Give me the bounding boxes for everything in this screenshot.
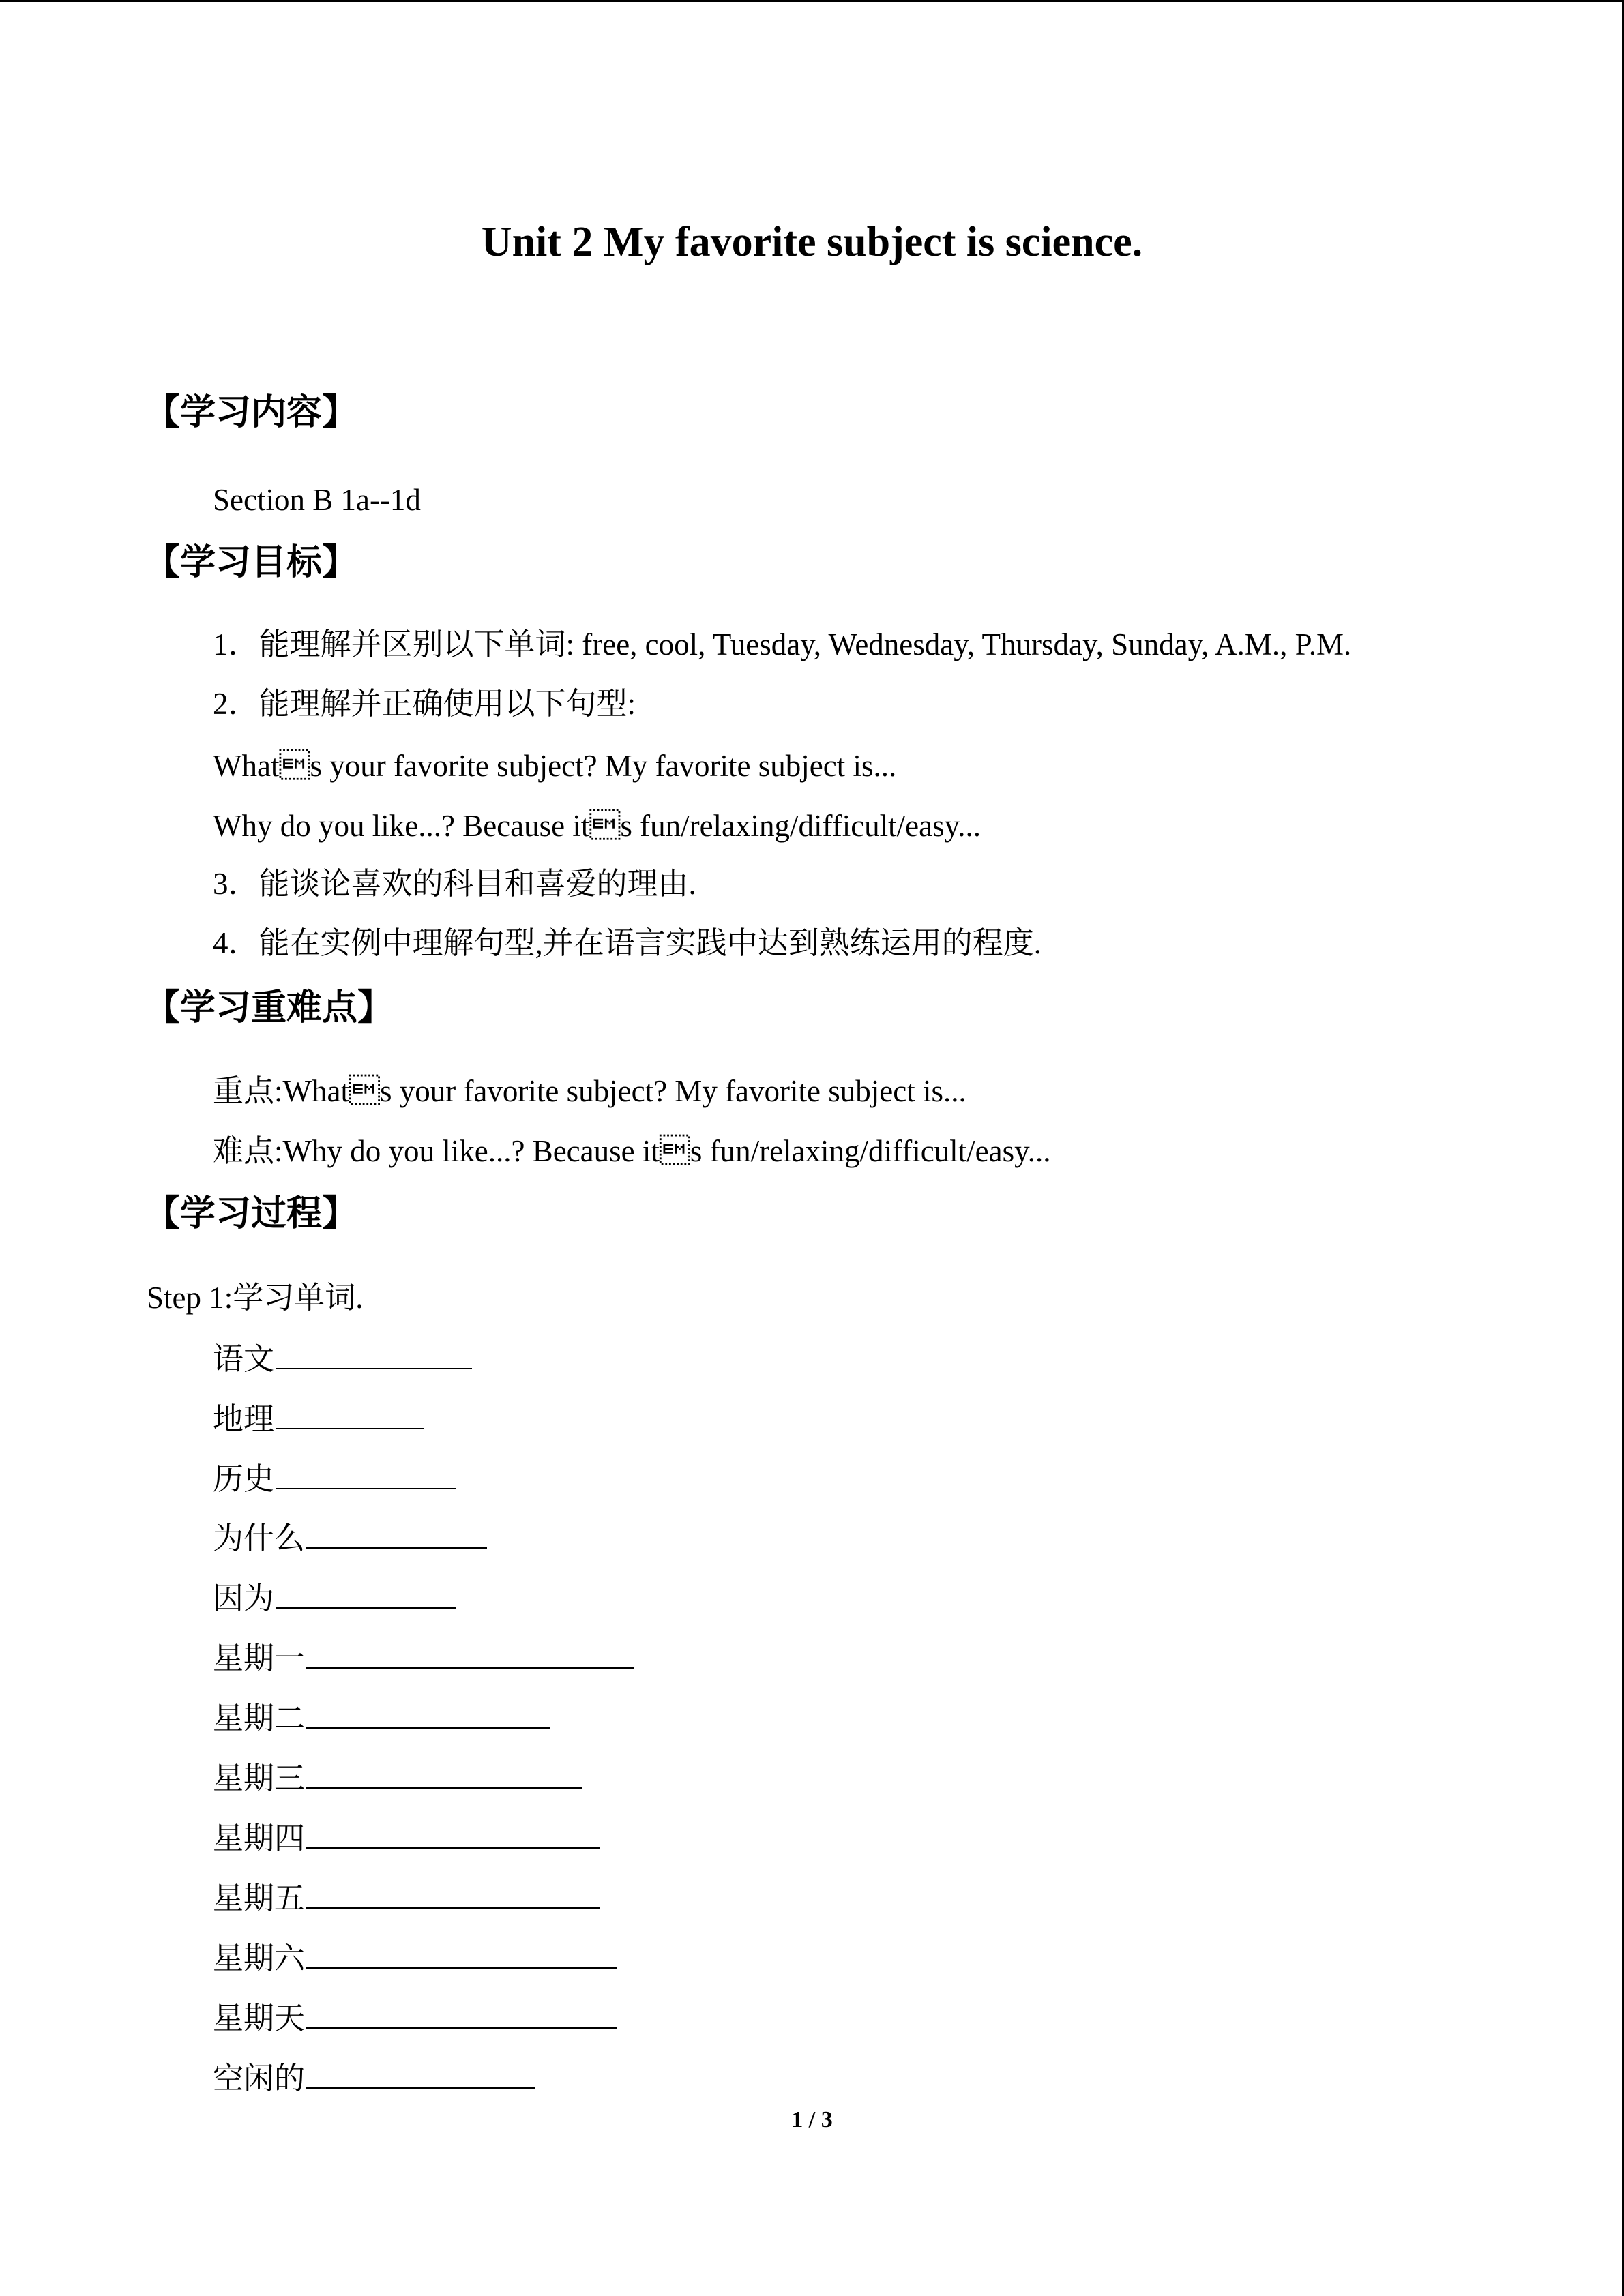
- answer-blank: [306, 1636, 634, 1669]
- vocab-word: 为什么: [213, 1521, 306, 1555]
- difficult-point-line: 难点:Why do you like...? Because its fun/relaxing/difficult/easy...: [213, 1134, 1051, 1168]
- goal-item-3: 3．能谈论喜欢的科目和喜爱的理由.: [213, 867, 696, 901]
- vocab-item: [213, 1397, 424, 1440]
- heading-key-points: 【学习重难点】: [145, 987, 394, 1028]
- heading-learning-process: 【学习过程】: [145, 1193, 358, 1234]
- vocab-word: 星期三: [213, 1761, 306, 1795]
- vocab-word: 星期六: [213, 1941, 306, 1976]
- answer-blank: [276, 1337, 472, 1369]
- vocab-item: [213, 1936, 617, 1979]
- vocab-word: 历史: [213, 1462, 275, 1496]
- answer-blank: [306, 1996, 617, 2029]
- answer-blank: [306, 1696, 550, 1729]
- vocab-item: [213, 1576, 456, 1619]
- vocab-item: [213, 1756, 582, 1799]
- vocab-word: 星期天: [213, 2001, 306, 2036]
- vocab-word: 星期四: [213, 1821, 306, 1855]
- vocab-word: 因为: [213, 1581, 275, 1615]
- goal-sentence-2: Why do you like...? Because its fun/relaxing/difficult/easy...: [213, 809, 981, 843]
- answer-blank: [306, 1516, 487, 1549]
- goal-item-1: 1．能理解并区别以下单词: free, cool, Tuesday, Wednesday, Thursday, Sunday, A.M., P.M.: [213, 627, 1352, 661]
- answer-blank: [276, 1397, 424, 1429]
- vocab-item: [213, 1516, 487, 1559]
- vocab-item: [213, 1816, 600, 1859]
- page-number: 1 / 3: [791, 2107, 833, 2132]
- goal-sentence-1: Whats your favorite subject? My favorite subject is...: [213, 749, 897, 783]
- goal-item-2: 2．能理解并正确使用以下句型:: [213, 687, 636, 721]
- vocab-word: 地理: [213, 1402, 275, 1436]
- answer-blank: [306, 1756, 582, 1789]
- content-section-line: Section B 1a--1d: [213, 483, 421, 517]
- vocab-item: [213, 1636, 634, 1679]
- document-title: Unit 2 My favorite subject is science.: [481, 219, 1143, 265]
- vocab-word: 星期五: [213, 1881, 306, 1915]
- answer-blank: [306, 1936, 617, 1969]
- vocab-item: [213, 2056, 535, 2099]
- vocab-item: [213, 1337, 472, 1380]
- answer-blank: [276, 1457, 456, 1489]
- vocab-item: [213, 1996, 617, 2039]
- vocab-word: 语文: [213, 1342, 275, 1376]
- answer-blank: [276, 1576, 456, 1609]
- answer-blank: [306, 1876, 600, 1909]
- vocab-word: 星期一: [213, 1641, 306, 1675]
- vocab-item: [213, 1696, 550, 1739]
- goal-item-4: 4．能在实例中理解句型,并在语言实践中达到熟练运用的程度.: [213, 926, 1042, 960]
- vocab-item: [213, 1876, 600, 1919]
- vocab-item: [213, 1457, 456, 1500]
- key-point-line: 重点:Whats your favorite subject? My favorite subject is...: [213, 1074, 966, 1108]
- answer-blank: [306, 1816, 600, 1849]
- heading-learning-goals: 【学习目标】: [145, 542, 358, 583]
- answer-blank: [306, 2056, 535, 2089]
- step-1-label: Step 1:学习单词.: [147, 1281, 364, 1315]
- heading-learning-content: 【学习内容】: [145, 392, 358, 433]
- vocab-word: 空闲的: [213, 2061, 306, 2096]
- vocab-word: 星期二: [213, 1701, 306, 1735]
